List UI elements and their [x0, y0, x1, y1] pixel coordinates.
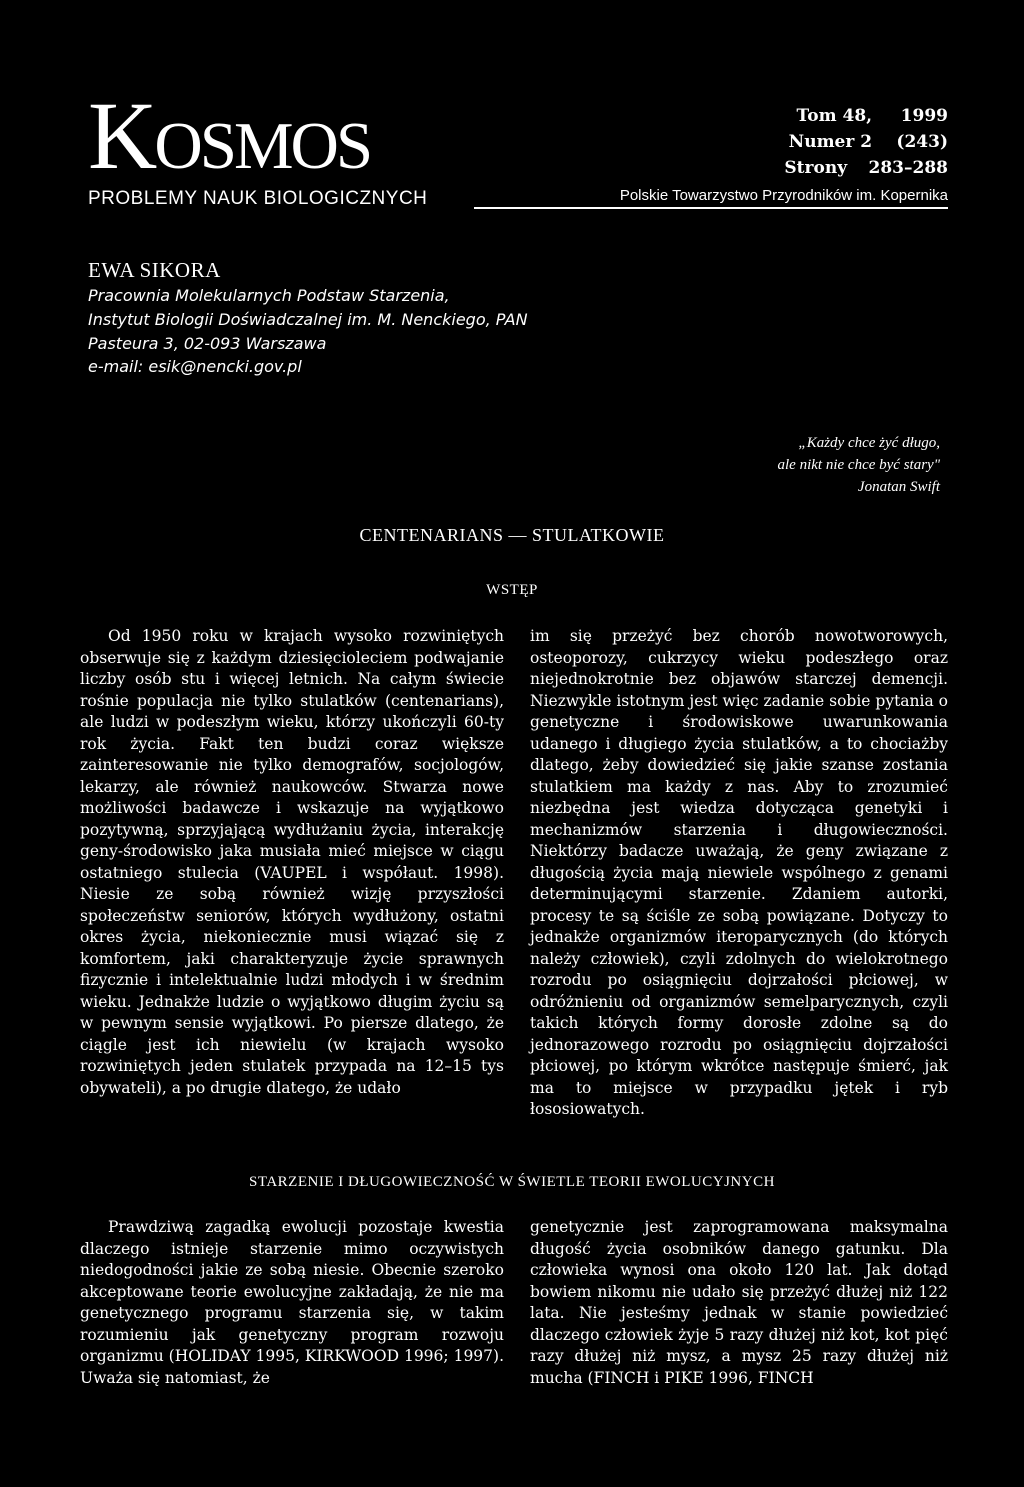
- section-right-column: [530, 1217, 948, 1389]
- pages-range: 283–288: [868, 158, 948, 178]
- intro-heading: WSTĘP: [486, 582, 538, 598]
- pages-label: Strony: [784, 158, 848, 178]
- intro-paragraph-right: im się przeżyć bez chorób nowotworowych, osteoporozy, cukrzycy wieku podeszłego oraz niejednokrotnie bez objawów starczej demencji. Niezwykle istotnym jest więc zadanie sobie pytania o genetyczne i środowiskowe uwarunkowania udanego i długiego życia stulatków, a to chociażby dlatego, żeby dowiedzieć się jakie szanse zostania stulatkiem ma każdy z nas. Aby to zrozumieć niezbędna jest wiedza dotycząca genetyki i mechanizmów starzenia i długowieczności. Niektórzy badacze uważają, że geny związane z długością życia mają niewiele wspólnego z genami determinującymi starzenie. Zdaniem autorki, procesy te są ściśle ze sobą powiązane. Dotyczy to jednakże organizmów iteroparycznych (do których należy człowiek), czyli zdolnych do wielokrotnego rozrodu po osiągnięciu dojrzałości płciowej, w odróżnieniu od organizmów semelparycznych, czyli takich których formy dorosłe zdolne są do jednorazowego rozrodu po osiągnięciu dojrzałości płciowej, po którym wkrótce następuje śmierć, jak ma to miejsce w przypadku jętek i ryb łososiowatych.: [530, 627, 948, 1118]
- journal-logo: Kosmos: [88, 82, 371, 189]
- section-paragraph-right: genetycznie jest zaprogramowana maksymalna długość życia osobników danego gatunku. Dla człowieka wynosi ona około 120 lat. Jak dotąd bowiem nikomu nie udało się przeżyć dłużej niż 122 lata. Nie jesteśmy jednak w stanie powiedzieć dlaczego człowiek żyje 5 razy dłużej niż kot, kot pięć razy dłużej niż mysz, a mysz 25 razy dłużej niż mucha (FINCH i PIKE 1996, FINCH: [530, 1218, 948, 1387]
- section-paragraph-left: Prawdziwą zagadką ewolucji pozostaje kwestia dlaczego istnieje starzenie mimo oczywistych niedogodności jakie ze sobą niesie. Obecnie szeroko akceptowane teorie ewolucyjne zakładają, że nie ma genetycznego programu starzenia się, w takim rozumieniu jak genetyczny program rozwoju organizmu (HOLIDAY 1995, KIRKWOOD 1996; 1997). Uważa się natomiast, że: [80, 1218, 504, 1387]
- society-name: Polskie Towarzystwo Przyrodników im. Kopernika: [619, 187, 948, 204]
- intro-right-column: [530, 626, 948, 1121]
- pages-line: [784, 158, 948, 178]
- section-heading: STARZENIE I DŁUGOWIECZNOŚĆ W ŚWIETLE TEORII EWOLUCYJNYCH: [249, 1174, 775, 1190]
- intro-paragraph-left: Od 1950 roku w krajach wysoko rozwiniętych obserwuje się z każdym dziesięcioleciem podwajanie liczby osób stu i więcej letnich. Na całym świecie rośnie populacja nie tylko stulatków (centenarians), ale ludzi w podeszłym wieku, którzy ukończyli 60-ty rok życia. Fakt ten budzi coraz większe zainteresowanie nie tylko demografów, socjologów, lekarzy, ale również naukowców. Stwarza nowe możliwości badawcze i wskazuje na wyjątkowo pozytywną, sprzyjającą wydłużaniu życia, interakcję geny-środowisko jaka musiała mieć miejsce w ciągu ostatniego stulecia (VAUPEL i współaut. 1998). Niesie ze sobą również wizję przyszłości społeczeństw seniorów, których wydłużony, ostatni okres życia, niekoniecznie musi wiązać się z komfortem, jaki charakteryzuje życie sprawnych fizycznie i intelektualnie ludzi młodych i w średnim wieku. Jednakże ludzie o wyjątkowo długim życiu są w pewnym sensie wyjątkowi. Po piersze dlatego, że ciągle jest ich niewielu (w krajach wysoko rozwiniętych jeden stulatek przypada na 12–15 tys obywateli), a po drugie dlatego, że udało: [80, 627, 504, 1097]
- epigraph-attribution: Jonatan Swift: [857, 479, 940, 495]
- affiliation-email: e-mail: esik@nencki.gov.pl: [88, 357, 302, 376]
- volume-line: [797, 106, 948, 126]
- affiliation-lab: Pracownia Molekularnych Podstaw Starzenia,: [88, 286, 450, 305]
- header-rule: [474, 207, 948, 209]
- affiliation-institute: Instytut Biologii Doświadczalnej im. M. Nenckiego, PAN: [88, 310, 528, 329]
- year: 1999: [900, 106, 948, 126]
- epigraph-line-2: ale nikt nie chce być stary": [777, 457, 940, 473]
- issue-number: (243): [896, 132, 948, 152]
- journal-subtitle: PROBLEMY NAUK BIOLOGICZNYCH: [88, 188, 428, 209]
- article-title: CENTENARIANS — STULATKOWIE: [359, 525, 665, 545]
- intro-left-column: [80, 626, 504, 1099]
- epigraph-line-1: „Każdy chce żyć długo,: [798, 435, 940, 451]
- author-name: EWA SIKORA: [88, 258, 221, 282]
- section-left-column: [80, 1217, 504, 1389]
- issue-label: Numer 2: [788, 132, 873, 152]
- issue-line: [789, 132, 948, 152]
- volume-label: Tom 48,: [796, 106, 873, 126]
- affiliation-address: Pasteura 3, 02-093 Warszawa: [88, 334, 327, 353]
